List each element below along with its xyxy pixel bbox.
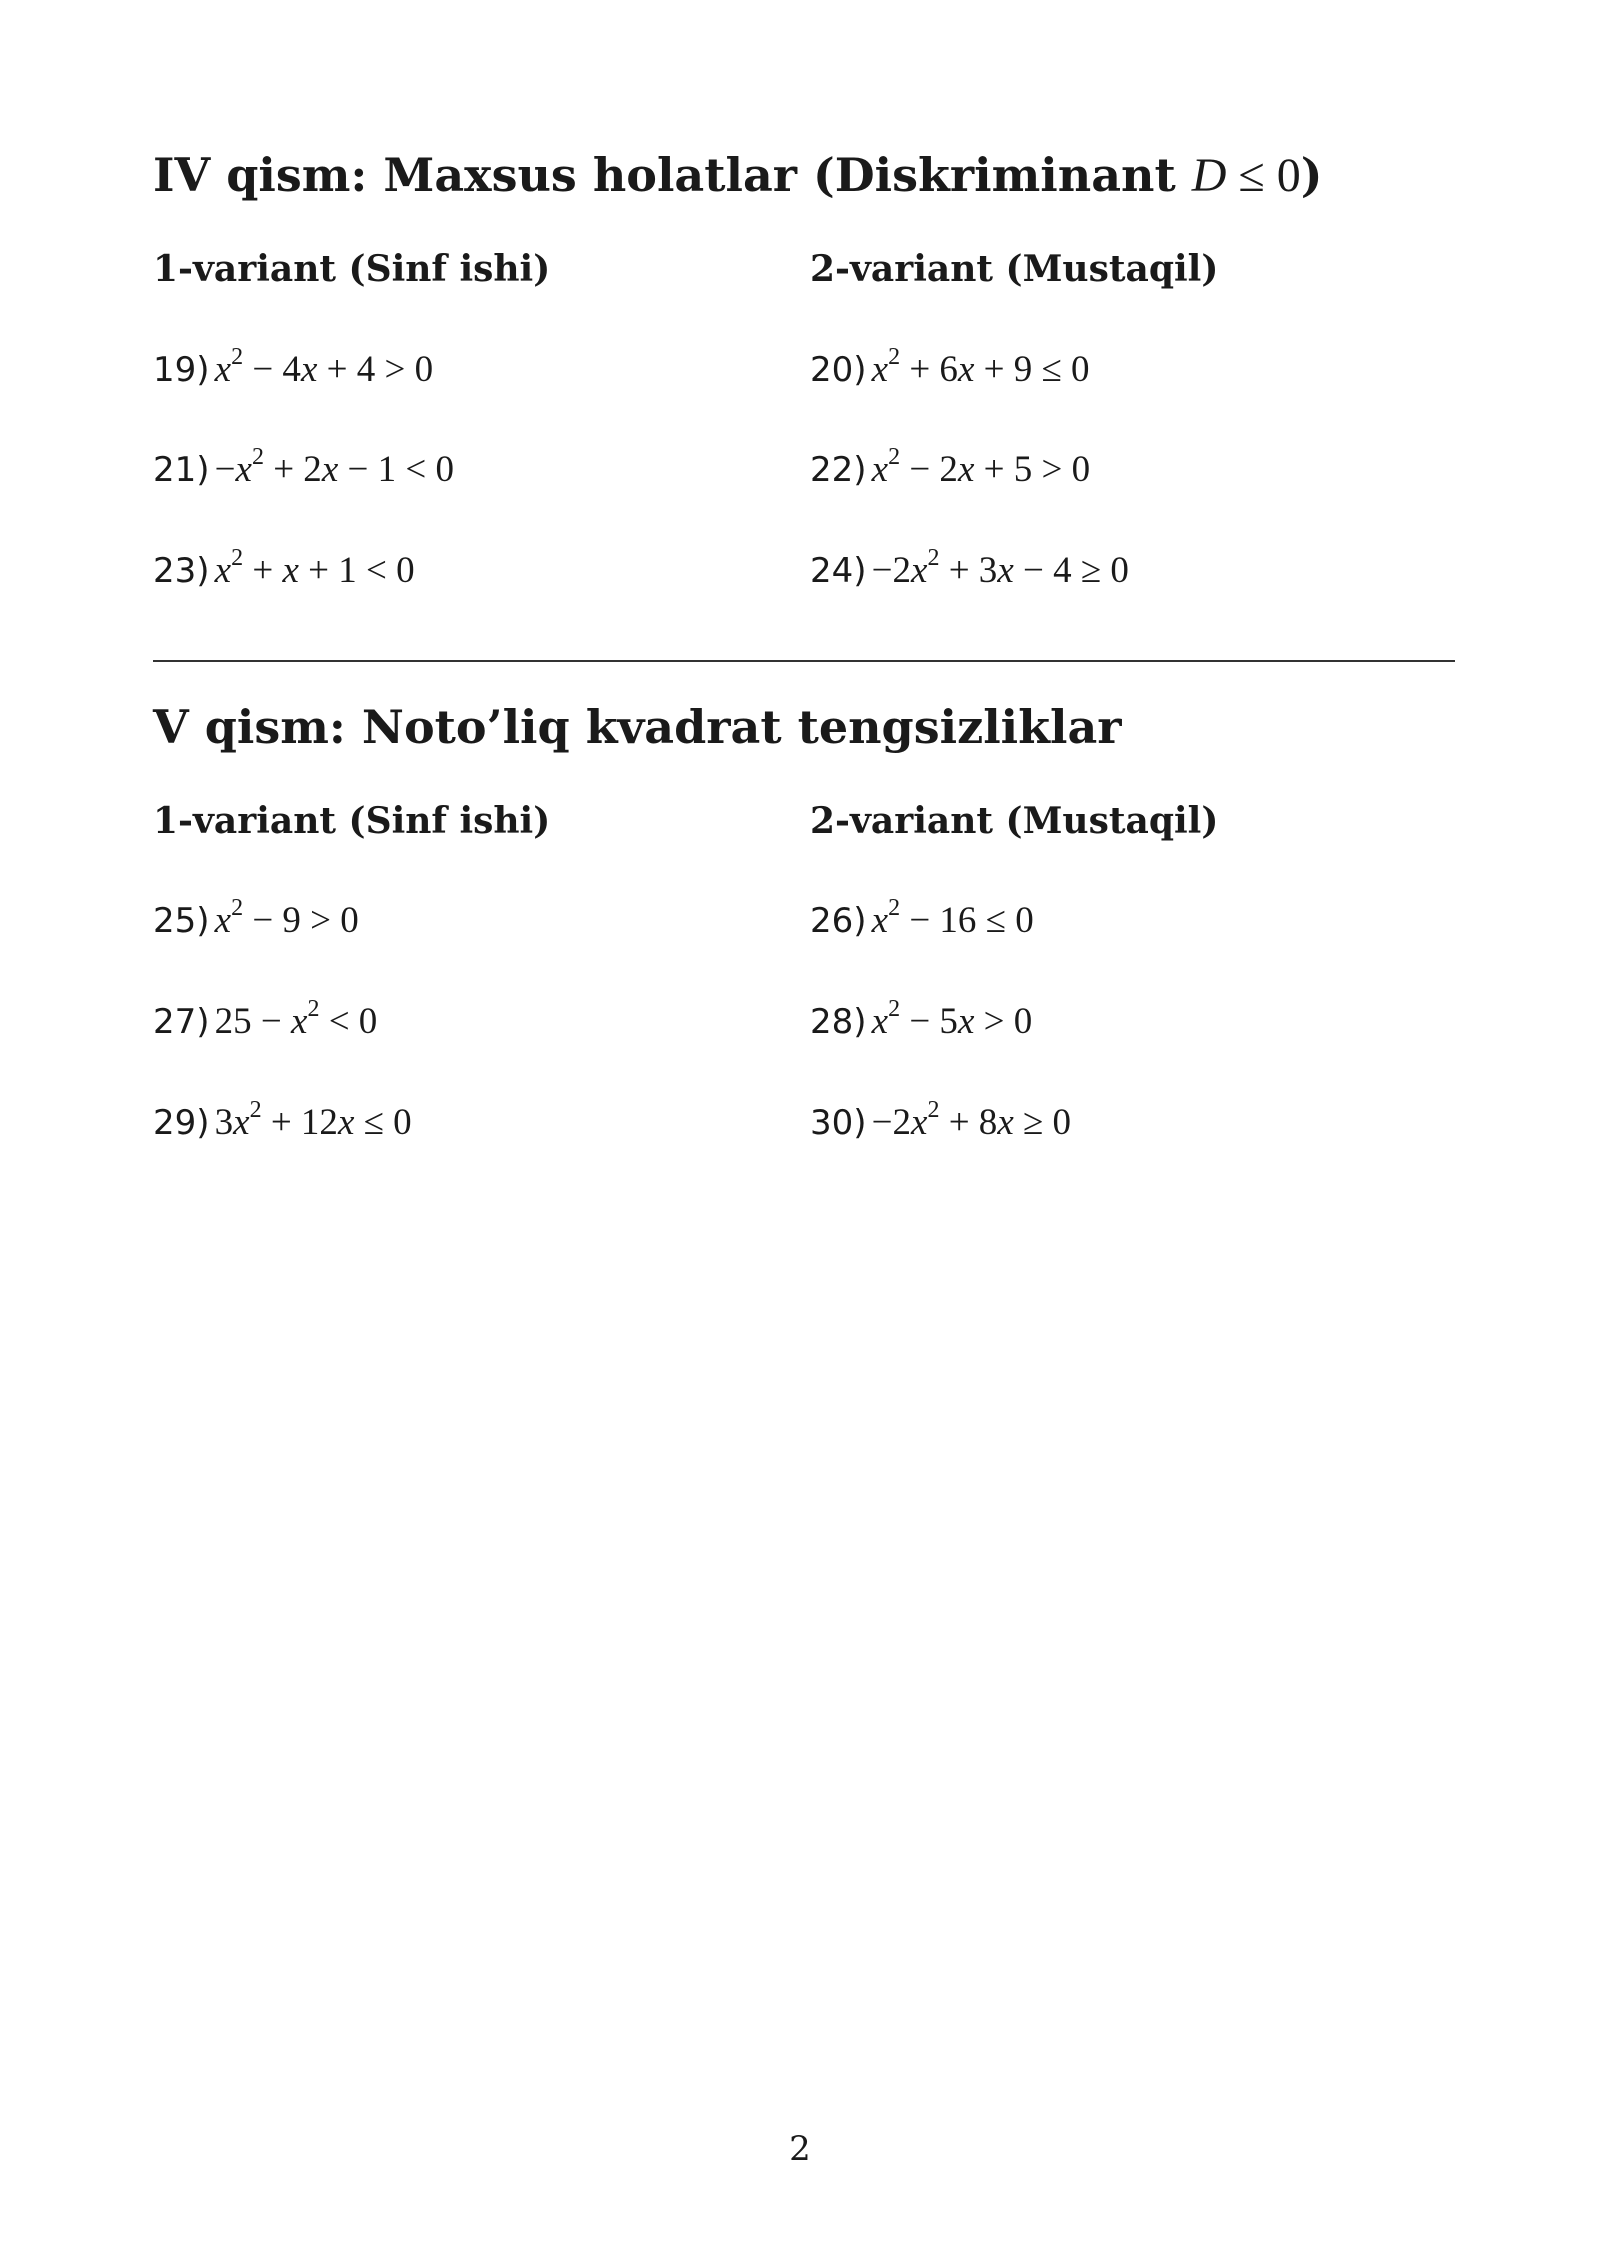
- problem-29: [153, 1096, 412, 1152]
- section-4-variant-2-heading: 2-variant (Mustaqil): [810, 248, 1219, 290]
- problem-number: 26): [810, 901, 867, 941]
- problem-30: [810, 1096, 1072, 1152]
- problem-expression: $x^2 - 2x + 5 > 0$: [871, 443, 1091, 490]
- section-5-variant-2-heading: 2-variant (Mustaqil): [810, 800, 1219, 842]
- problem-26: [810, 894, 1034, 950]
- problem-expression: $x^2 - 9 > 0$: [214, 894, 359, 941]
- problem-21: [153, 443, 454, 499]
- problem-23: [153, 544, 415, 600]
- section-4-variant-1-heading: 1-variant (Sinf ishi): [153, 248, 551, 290]
- problem-number: 19): [153, 350, 210, 390]
- problem-19: [153, 343, 434, 399]
- problem-28: [810, 995, 1033, 1051]
- problem-number: 27): [153, 1002, 210, 1042]
- problem-20: [810, 343, 1090, 399]
- problem-27: [153, 995, 378, 1051]
- section-4-title-close: ): [1300, 148, 1323, 202]
- section-divider: [153, 660, 1455, 662]
- problem-expression: $-x^2 + 2x - 1 < 0$: [214, 443, 454, 490]
- problem-25: [153, 894, 359, 950]
- problem-number: 30): [810, 1103, 867, 1143]
- problem-22: [810, 443, 1091, 499]
- section-4-title-text: IV qism: Maxsus holatlar (Diskriminant: [153, 148, 1192, 202]
- problem-expression: $x^2 + 6x + 9 \le 0$: [871, 343, 1090, 390]
- section-5-variant-1-heading: 1-variant (Sinf ishi): [153, 800, 551, 842]
- problem-expression: $-2x^2 + 3x - 4 \ge 0$: [871, 544, 1129, 591]
- problem-number: 25): [153, 901, 210, 941]
- problem-expression: $x^2 + x + 1 < 0$: [214, 544, 415, 591]
- problem-number: 29): [153, 1103, 210, 1143]
- problem-number: 22): [810, 450, 867, 490]
- problem-expression: $-2x^2 + 8x \ge 0$: [871, 1096, 1072, 1143]
- problem-number: 21): [153, 450, 210, 490]
- section-4-title: [153, 145, 1323, 206]
- problem-number: 24): [810, 551, 867, 591]
- problem-expression: $x^2 - 16 \le 0$: [871, 894, 1034, 941]
- problem-expression: $x^2 - 5x > 0$: [871, 995, 1033, 1042]
- discriminant-condition: D ≤ 0: [1191, 149, 1301, 202]
- problem-number: 20): [810, 350, 867, 390]
- problem-number: 28): [810, 1002, 867, 1042]
- problem-expression: $x^2 - 4x + 4 > 0$: [214, 343, 434, 390]
- problem-number: 23): [153, 551, 210, 591]
- problem-expression: $25 - x^2 < 0$: [214, 995, 378, 1042]
- problem-expression: $3x^2 + 12x \le 0$: [214, 1096, 412, 1143]
- problem-24: [810, 544, 1129, 600]
- section-5-title: V qism: Noto’liq kvadrat tengsizliklar: [153, 700, 1122, 754]
- page-number: 2: [789, 2129, 811, 2169]
